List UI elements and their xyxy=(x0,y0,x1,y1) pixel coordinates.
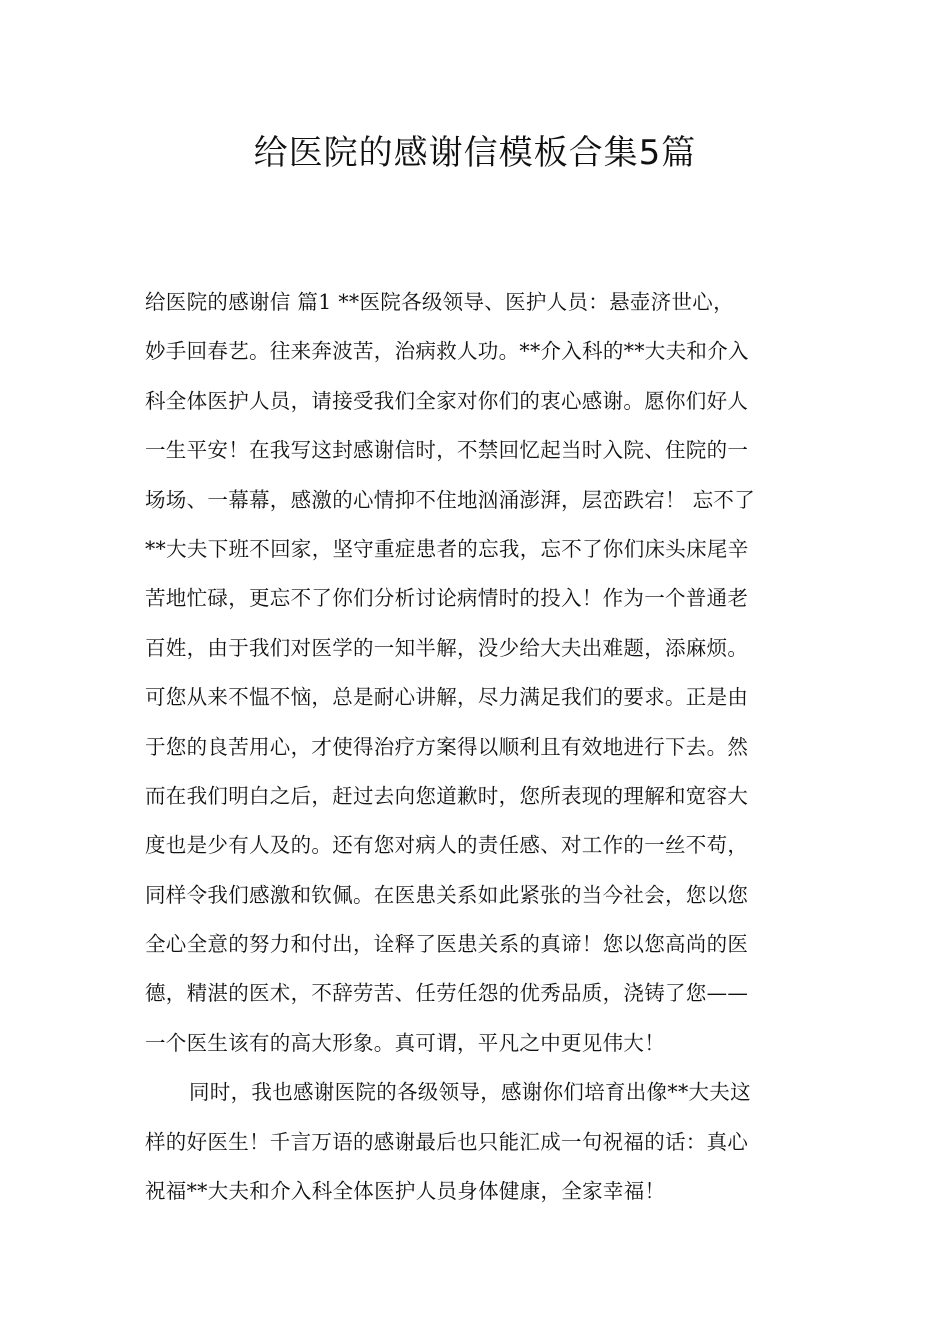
body-line: 可您从来不愠不恼，总是耐心讲解，尽力满足我们的要求。正是由 xyxy=(145,685,749,710)
body-line: 于您的良苦用心，才使得治疗方案得以顺利且有效地进行下去。然 xyxy=(145,734,749,759)
body-line: 度也是少有人及的。还有您对病人的责任感、对工作的一丝不苟， xyxy=(145,833,749,858)
body-line: 场场、一幕幕，感激的心情抑不住地汹涌澎湃，层峦跌宕！ 忘不了 xyxy=(145,487,756,512)
body-line: 妙手回春艺。往来奔波苦，治病救人功。**介入科的**大夫和介入 xyxy=(145,339,749,364)
body-line: 而在我们明白之后，赶过去向您道歉时，您所表现的理解和宽容大 xyxy=(145,783,749,808)
body-line: 德，精湛的医术，不辞劳苦、任劳任怨的优秀品质，浇铸了您—— xyxy=(145,981,749,1006)
body-line: 给医院的感谢信 篇1 **医院各级领导、医护人员：悬壶济世心， xyxy=(145,290,734,314)
body-line: 样的好医生！千言万语的感谢最后也只能汇成一句祝福的话：真心 xyxy=(145,1129,749,1154)
body-line: 苦地忙碌，更忘不了你们分析讨论病情时的投入！作为一个普通老 xyxy=(145,586,749,611)
body-line: 百姓，由于我们对医学的一知半解，没少给大夫出难题，添麻烦。 xyxy=(145,635,749,660)
body-line: **大夫下班不回家，坚守重症患者的忘我，忘不了你们床头床尾辛 xyxy=(145,536,749,561)
letter-body xyxy=(145,278,810,1216)
document-title: 给医院的感谢信模板合集5篇 xyxy=(253,133,697,173)
body-line: 科全体医护人员，请接受我们全家对你们的衷心感谢。愿你们好人 xyxy=(145,388,749,413)
body-line: 同样令我们感激和钦佩。在医患关系如此紧张的当今社会，您以您 xyxy=(145,882,749,907)
paragraph-start-line: 同时，我也感谢医院的各级领导，感谢你们培育出像**大夫这 xyxy=(189,1080,751,1105)
body-line: 祝福**大夫和介入科全体医护人员身体健康，全家幸福！ xyxy=(145,1179,666,1204)
body-line: 全心全意的努力和付出，诠释了医患关系的真谛！您以您高尚的医 xyxy=(145,932,749,957)
body-line: 一生平安！在我写这封感谢信时，不禁回忆起当时入院、住院的一 xyxy=(145,438,749,463)
body-line: 一个医生该有的高大形象。真可谓，平凡之中更见伟大！ xyxy=(145,1030,665,1055)
